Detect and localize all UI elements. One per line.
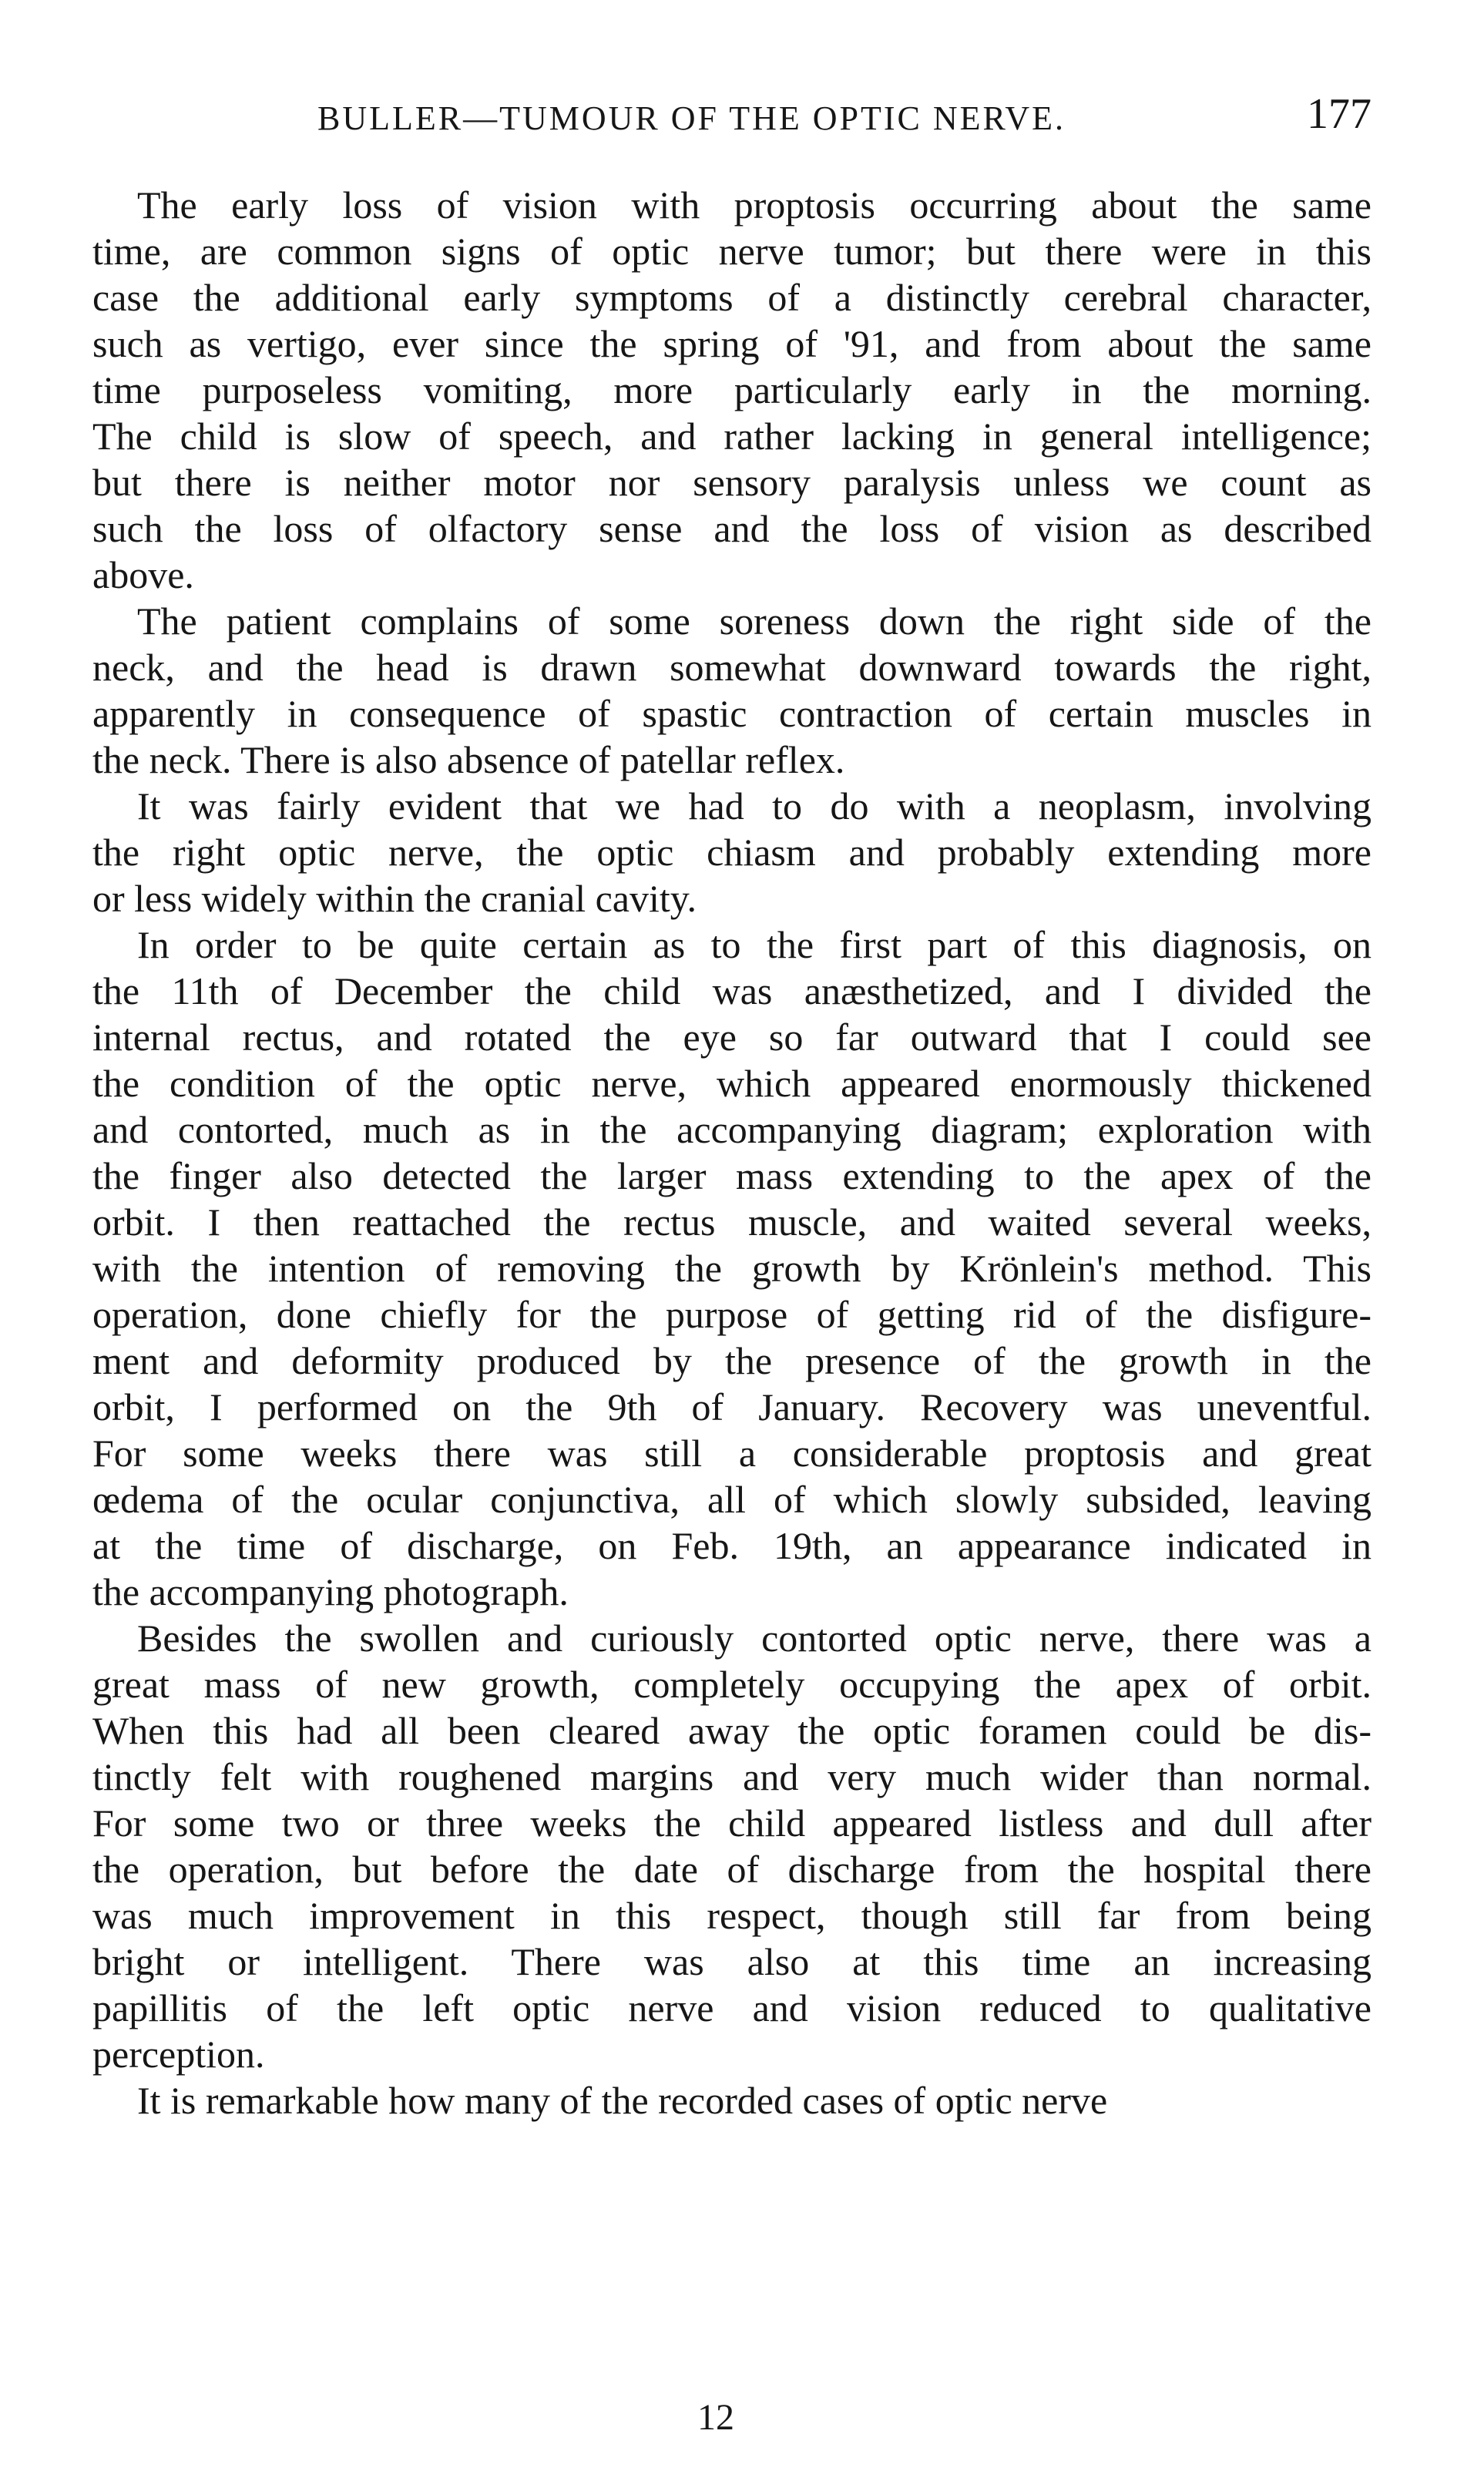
- page-header: [92, 90, 1372, 156]
- text-line: the 11th of December the child was anæsthetized, and I divided the: [92, 969, 1372, 1012]
- text-line: neck, and the head is drawn somewhat downward towards the right,: [92, 646, 1372, 689]
- text-line: apparently in consequence of spastic contraction of certain muscles in: [92, 692, 1372, 735]
- body-text: [92, 182, 1372, 2123]
- text-line: The early loss of vision with proptosis occurring about the same: [137, 183, 1372, 227]
- text-line: time purposeless vomiting, more particularly early in the morning.: [92, 368, 1372, 411]
- text-line: and contorted, much as in the accompanying diagram; exploration with: [92, 1108, 1372, 1151]
- text-line: orbit, I performed on the 9th of January. Recovery was uneventful.: [92, 1385, 1372, 1428]
- text-line: the finger also detected the larger mass extending to the apex of the: [92, 1154, 1372, 1197]
- page-number: 177: [1307, 90, 1372, 138]
- text-line: For some two or three weeks the child appeared listless and dull after: [92, 1801, 1372, 1845]
- text-line: the neck. There is also absence of patellar reflex.: [92, 738, 845, 781]
- text-line: Besides the swollen and curiously contorted optic nerve, there was a: [137, 1616, 1372, 1660]
- text-line: For some weeks there was still a considerable proptosis and great: [92, 1432, 1372, 1475]
- text-line: such as vertigo, ever since the spring of '91, and from about the same: [92, 322, 1372, 365]
- text-line: the right optic nerve, the optic chiasm and probably extending more: [92, 831, 1372, 874]
- paragraph: [92, 922, 1372, 1615]
- text-line: bright or intelligent. There was also at this time an increasing: [92, 1940, 1372, 1983]
- text-line: papillitis of the left optic nerve and vision reduced to qualitative: [92, 1986, 1372, 2029]
- text-line: the accompanying photograph.: [92, 1570, 569, 1613]
- text-line: internal rectus, and rotated the eye so far outward that I could see: [92, 1016, 1372, 1059]
- text-line: but there is neither motor nor sensory paralysis unless we count as: [92, 461, 1372, 504]
- text-line: time, are common signs of optic nerve tumor; but there were in this: [92, 230, 1372, 273]
- text-line: at the time of discharge, on Feb. 19th, an appearance indicated in: [92, 1524, 1372, 1567]
- text-line: The child is slow of speech, and rather lacking in general intelligence;: [92, 415, 1372, 458]
- text-line: the condition of the optic nerve, which appeared enormously thickened: [92, 1062, 1372, 1105]
- text-line: ment and deformity produced by the presence of the growth in the: [92, 1339, 1372, 1382]
- text-line: It was fairly evident that we had to do with a neoplasm, involving: [137, 784, 1372, 828]
- text-line: with the intention of removing the growth by Krönlein's method. This: [92, 1247, 1372, 1290]
- text-line: It is remarkable how many of the recorded cases of optic nerve: [137, 2079, 1108, 2122]
- text-line: perception.: [92, 2033, 265, 2076]
- text-line: or less widely within the cranial cavity.: [92, 877, 697, 920]
- text-line: œdema of the ocular conjunctiva, all of which slowly subsided, leaving: [92, 1478, 1372, 1521]
- text-line: When this had all been cleared away the optic foramen could be dis-: [92, 1709, 1372, 1752]
- text-line: above.: [92, 553, 194, 596]
- running-head: BULLER—TUMOUR OF THE OPTIC NERVE.: [317, 99, 1066, 137]
- paragraph: [92, 2077, 1372, 2123]
- text-line: In order to be quite certain as to the first part of this diagnosis, on: [137, 923, 1372, 966]
- text-line: was much improvement in this respect, though still far from being: [92, 1894, 1372, 1937]
- printer-signature-mark: 12: [697, 2397, 734, 2438]
- paragraph: [92, 182, 1372, 598]
- text-line: great mass of new growth, completely occupying the apex of orbit.: [92, 1663, 1372, 1706]
- text-line: case the additional early symptoms of a distinctly cerebral character,: [92, 276, 1372, 319]
- text-line: The patient complains of some soreness down the right side of the: [137, 599, 1372, 643]
- text-line: such the loss of olfactory sense and the loss of vision as described: [92, 507, 1372, 550]
- paragraph: [92, 1615, 1372, 2077]
- paragraph: [92, 783, 1372, 922]
- text-line: orbit. I then reattached the rectus muscle, and waited several weeks,: [92, 1200, 1372, 1244]
- text-line: tinctly felt with roughened margins and very much wider than normal.: [92, 1755, 1372, 1798]
- text-line: the operation, but before the date of discharge from the hospital there: [92, 1848, 1372, 1891]
- text-line: operation, done chiefly for the purpose of getting rid of the disfigure-: [92, 1293, 1372, 1336]
- paragraph: [92, 598, 1372, 783]
